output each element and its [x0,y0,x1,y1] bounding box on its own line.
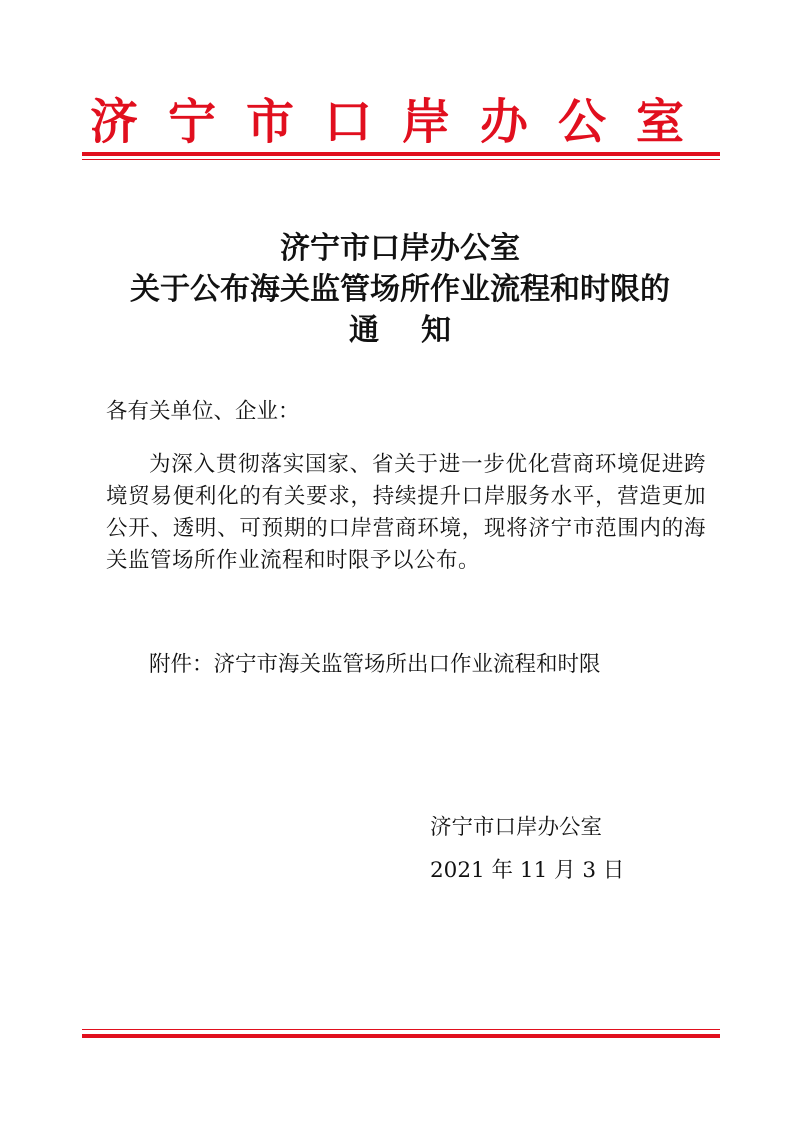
letterhead-rule-thick [82,152,720,156]
letterhead-org-name: 济宁市口岸办公室 [90,94,715,150]
letterhead-rule-thin [82,159,720,160]
salutation: 各有关单位、企业： [106,399,300,424]
document-title [90,228,710,351]
body-paragraph: 为深入贯彻落实国家、省关于进一步优化营商环境促进跨境贸易便利化的有关要求，持续提升口岸服务水平，营造更加公开、透明、可预期的口岸营商环境，现将济宁市范围内的海关监管场所作业流程和时限予以公布。 [106,452,706,573]
footer-rule-thin [82,1029,720,1030]
title-line-1: 济宁市口岸办公室 [280,231,520,266]
title-line-3: 通知 [349,313,493,348]
attachment-note: 附件：济宁市海关监管场所出口作业流程和时限 [149,652,601,677]
title-line-2: 关于公布海关监管场所作业流程和时限的 [130,272,670,307]
footer-rule-thick [82,1034,720,1038]
signature-date: 2021 年 11 月 3 日 [430,858,625,883]
signature-org: 济宁市口岸办公室 [430,815,603,840]
